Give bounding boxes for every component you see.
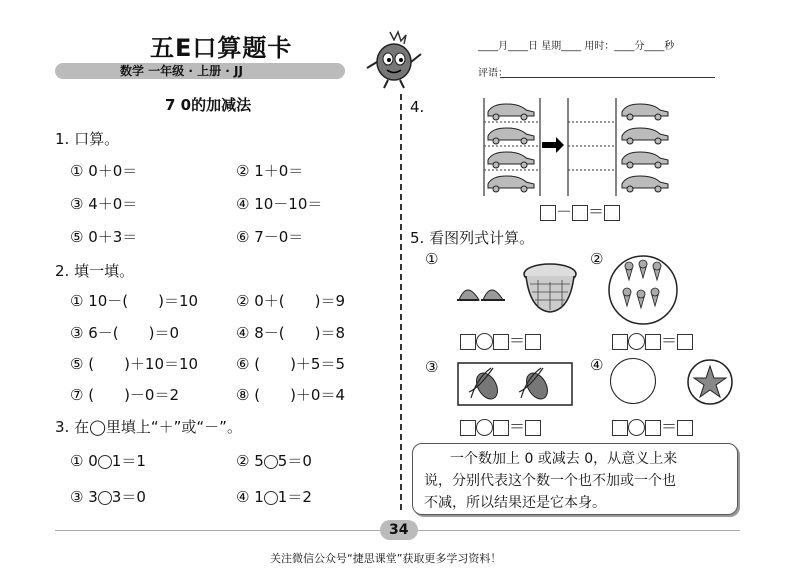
answer-box[interactable]: [677, 420, 693, 436]
date-time-line: ____月____日 星期____ 用时：____分____秒: [478, 41, 675, 52]
operand: 3＝0: [111, 488, 146, 506]
answer-box[interactable]: [525, 420, 541, 436]
item-num: ①: [70, 452, 84, 470]
cars-figure: [480, 96, 680, 198]
equals-sign: ＝: [661, 331, 678, 350]
equation-row[interactable]: [612, 332, 693, 350]
fill-post: )＋10＝10: [124, 355, 199, 373]
fill-item[interactable]: [236, 292, 345, 310]
fill-item[interactable]: [236, 324, 345, 342]
answer-box[interactable]: [540, 205, 556, 221]
sign-circle[interactable]: [476, 419, 493, 436]
comment-label: 评语：: [478, 68, 508, 79]
answer-box[interactable]: [612, 334, 628, 350]
subtitle: 数学 一年级 · 上册 · JJ: [120, 64, 243, 78]
fill-item[interactable]: [236, 355, 345, 373]
fill-pre: ⑧ (: [236, 386, 261, 404]
operand: 3: [88, 488, 98, 506]
star-circle: [686, 358, 734, 406]
equation-row[interactable]: [612, 418, 693, 436]
fill-pre: ⑥ (: [236, 355, 261, 373]
note-line: 说，分别代表这个数一个也不加或一个也: [424, 473, 676, 489]
operand: 5＝0: [277, 452, 312, 470]
calc-item: ⑥ 7－0＝: [236, 228, 304, 246]
sign-circle[interactable]: [628, 333, 645, 350]
fill-item[interactable]: [70, 292, 198, 310]
problem-label: ④: [590, 356, 604, 374]
fill-post: )＝9: [314, 292, 346, 310]
fill-pre: ③ 6－(: [70, 324, 119, 342]
answer-box[interactable]: [612, 420, 628, 436]
fill-item[interactable]: [70, 355, 198, 373]
problem-label: ③: [425, 358, 439, 376]
corn-box: [457, 362, 573, 406]
answer-box[interactable]: [604, 205, 620, 221]
note-line: 不减，所以结果还是它本身。: [424, 495, 606, 511]
sign-circle[interactable]: [264, 455, 278, 469]
sign-circle[interactable]: [98, 491, 112, 505]
calc-item: ⑤ 0＋3＝: [70, 228, 138, 246]
mascot-icon: [360, 28, 430, 90]
answer-box[interactable]: [572, 205, 588, 221]
fill-post: )＋0＝4: [290, 386, 346, 404]
answer-box[interactable]: [525, 334, 541, 350]
operand: 1＝1: [111, 452, 146, 470]
comment-line[interactable]: [500, 77, 715, 78]
operand: 5: [254, 452, 264, 470]
sign-circle[interactable]: [476, 333, 493, 350]
fill-post: )＝10: [158, 292, 199, 310]
section4-title: 4.: [410, 98, 425, 116]
sign-circle[interactable]: [628, 419, 645, 436]
answer-box[interactable]: [493, 420, 509, 436]
fill-post: )＝8: [314, 324, 346, 342]
equals-sign: ＝: [509, 417, 526, 436]
column-divider: [400, 94, 402, 510]
answer-box[interactable]: [460, 420, 476, 436]
problem-label: ①: [425, 250, 439, 268]
page-number: 34: [389, 522, 409, 538]
fill-item[interactable]: [70, 386, 179, 404]
item-num: ④: [236, 488, 250, 506]
equals-sign: ＝: [661, 417, 678, 436]
item-num: ②: [236, 452, 250, 470]
ice-cream-circle: [607, 254, 679, 326]
section3-title: 3. 在◯里填上“＋”或“－”。: [55, 418, 242, 436]
basket-icon: [522, 260, 578, 316]
equals-sign: ＝: [588, 202, 605, 221]
lesson-title: 7 0的加减法: [165, 96, 252, 114]
operand: 1: [254, 488, 264, 506]
fill-item[interactable]: [70, 324, 179, 342]
equation-row[interactable]: [460, 332, 541, 350]
equation-row[interactable]: [460, 418, 541, 436]
sign-circle[interactable]: [264, 491, 278, 505]
section4-equation[interactable]: [540, 203, 620, 221]
section5-title: 5. 看图列式计算。: [410, 229, 535, 247]
answer-box[interactable]: [645, 334, 661, 350]
fill-pre: ④ 8－(: [236, 324, 285, 342]
answer-box[interactable]: [677, 334, 693, 350]
fill-item[interactable]: [236, 386, 345, 404]
fill-pre: ⑤ (: [70, 355, 95, 373]
peaches-icon: [455, 280, 511, 306]
answer-box[interactable]: [645, 420, 661, 436]
note-line: 一个数加上 0 或减去 0，从意义上来: [450, 451, 678, 467]
equals-sign: ＝: [509, 331, 526, 350]
section1-title: 1. 口算。: [55, 130, 120, 148]
fill-post: )－0＝2: [124, 386, 180, 404]
calc-item: ③ 4＋0＝: [70, 195, 138, 213]
fill-pre: ⑦ (: [70, 386, 95, 404]
answer-box[interactable]: [460, 334, 476, 350]
item-num: ③: [70, 488, 84, 506]
fill-post: )＋5＝5: [290, 355, 346, 373]
sign-item[interactable]: [236, 452, 312, 470]
fill-pre: ① 10－(: [70, 292, 129, 310]
fill-pre: ② 0＋(: [236, 292, 285, 310]
operand: 1＝2: [277, 488, 312, 506]
calc-item: ② 1＋0＝: [236, 162, 304, 180]
sign-item[interactable]: [236, 488, 312, 506]
fill-post: )＝0: [148, 324, 180, 342]
sign-item[interactable]: [70, 488, 146, 506]
answer-box[interactable]: [493, 334, 509, 350]
problem-label: ②: [590, 250, 604, 268]
sign-item[interactable]: [70, 452, 146, 470]
sign-circle[interactable]: [98, 455, 112, 469]
footer-text: 关注微信公众号“捷思课堂”获取更多学习资料！: [270, 552, 502, 565]
minus-sign: －: [556, 202, 573, 221]
section2-title: 2. 填一填。: [55, 262, 135, 280]
calc-item: ① 0＋0＝: [70, 162, 138, 180]
logo-title: 五E口算题卡: [150, 34, 293, 62]
empty-circle: [610, 358, 656, 404]
operand: 0: [88, 452, 98, 470]
calc-item: ④ 10－10＝: [236, 195, 323, 213]
